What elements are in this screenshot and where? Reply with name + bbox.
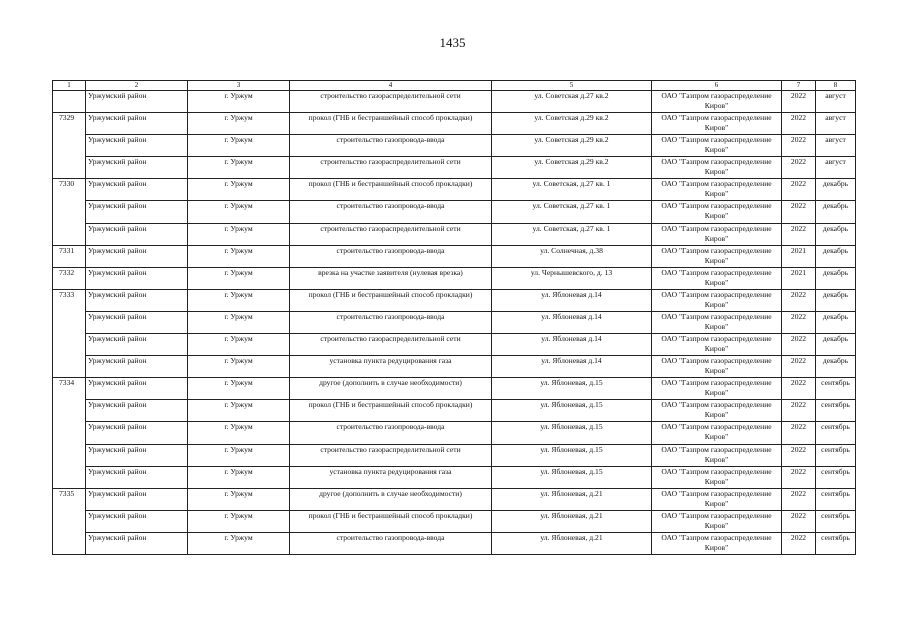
organization-cell: ОАО "Газпром газораспределение Киров" xyxy=(652,157,782,179)
year-cell: 2022 xyxy=(782,466,816,488)
work-type-cell: прокол (ГНБ и бестраншейный способ прокладки) xyxy=(290,510,492,532)
works-table xyxy=(52,80,856,555)
organization-cell: ОАО "Газпром газораспределение Киров" xyxy=(652,334,782,356)
table-row xyxy=(53,113,856,135)
district-cell: Уржумский район xyxy=(86,91,188,113)
month-cell: декабрь xyxy=(816,245,856,267)
column-number-header: 2 xyxy=(86,81,188,91)
year-cell: 2022 xyxy=(782,311,816,333)
column-number-header: 4 xyxy=(290,81,492,91)
address-cell: ул. Чернышевского, д. 13 xyxy=(492,267,652,289)
work-type-cell: строительство газораспределительной сети xyxy=(290,444,492,466)
address-cell: ул. Солнечная, д.38 xyxy=(492,245,652,267)
year-cell: 2022 xyxy=(782,223,816,245)
town-cell: г. Уржум xyxy=(188,444,290,466)
town-cell: г. Уржум xyxy=(188,245,290,267)
table-row xyxy=(53,311,856,333)
table-row xyxy=(53,157,856,179)
work-type-cell: строительство газопровода-ввода xyxy=(290,245,492,267)
year-cell: 2021 xyxy=(782,245,816,267)
year-cell: 2022 xyxy=(782,510,816,532)
organization-cell: ОАО "Газпром газораспределение Киров" xyxy=(652,378,782,400)
work-type-cell: строительство газопровода-ввода xyxy=(290,135,492,157)
month-cell: сентябрь xyxy=(816,400,856,422)
town-cell: г. Уржум xyxy=(188,113,290,135)
work-type-cell: строительство газораспределительной сети xyxy=(290,157,492,179)
address-cell: ул. Советская д.29 кв.2 xyxy=(492,135,652,157)
town-cell: г. Уржум xyxy=(188,223,290,245)
work-type-cell: строительство газораспределительной сети xyxy=(290,334,492,356)
month-cell: август xyxy=(816,113,856,135)
organization-cell: ОАО "Газпром газораспределение Киров" xyxy=(652,113,782,135)
month-cell: декабрь xyxy=(816,289,856,311)
address-cell: ул. Советская, д.27 кв. 1 xyxy=(492,223,652,245)
organization-cell: ОАО "Газпром газораспределение Киров" xyxy=(652,267,782,289)
month-cell: декабрь xyxy=(816,223,856,245)
column-number-header: 6 xyxy=(652,81,782,91)
month-cell: декабрь xyxy=(816,334,856,356)
month-cell: декабрь xyxy=(816,267,856,289)
town-cell: г. Уржум xyxy=(188,400,290,422)
work-type-cell: строительство газораспределительной сети xyxy=(290,91,492,113)
table-row xyxy=(53,378,856,400)
month-cell: сентябрь xyxy=(816,532,856,554)
organization-cell: ОАО "Газпром газораспределение Киров" xyxy=(652,444,782,466)
town-cell: г. Уржум xyxy=(188,532,290,554)
table-row xyxy=(53,179,856,201)
district-cell: Уржумский район xyxy=(86,334,188,356)
organization-cell: ОАО "Газпром газораспределение Киров" xyxy=(652,289,782,311)
month-cell: декабрь xyxy=(816,311,856,333)
year-cell: 2022 xyxy=(782,113,816,135)
organization-cell: ОАО "Газпром газораспределение Киров" xyxy=(652,135,782,157)
column-number-header: 7 xyxy=(782,81,816,91)
town-cell: г. Уржум xyxy=(188,488,290,510)
town-cell: г. Уржум xyxy=(188,356,290,378)
record-number-cell: 7335 xyxy=(53,488,86,554)
district-cell: Уржумский район xyxy=(86,223,188,245)
organization-cell: ОАО "Газпром газораспределение Киров" xyxy=(652,466,782,488)
year-cell: 2022 xyxy=(782,157,816,179)
organization-cell: ОАО "Газпром газораспределение Киров" xyxy=(652,201,782,223)
district-cell: Уржумский район xyxy=(86,488,188,510)
work-type-cell: установка пункта редуцирования газа xyxy=(290,356,492,378)
work-type-cell: прокол (ГНБ и бестраншейный способ прокладки) xyxy=(290,289,492,311)
district-cell: Уржумский район xyxy=(86,378,188,400)
record-number-cell: 7332 xyxy=(53,267,86,289)
organization-cell: ОАО "Газпром газораспределение Киров" xyxy=(652,400,782,422)
address-cell: ул. Яблоневая, д.21 xyxy=(492,510,652,532)
month-cell: сентябрь xyxy=(816,510,856,532)
year-cell: 2022 xyxy=(782,444,816,466)
work-type-cell: установка пункта редуцирования газа xyxy=(290,466,492,488)
town-cell: г. Уржум xyxy=(188,91,290,113)
district-cell: Уржумский район xyxy=(86,113,188,135)
table-body xyxy=(53,91,856,555)
table-row xyxy=(53,245,856,267)
column-number-header: 1 xyxy=(53,81,86,91)
organization-cell: ОАО "Газпром газораспределение Киров" xyxy=(652,179,782,201)
district-cell: Уржумский район xyxy=(86,245,188,267)
record-number-cell: 7329 xyxy=(53,113,86,179)
year-cell: 2022 xyxy=(782,289,816,311)
address-cell: ул. Советская д.29 кв.2 xyxy=(492,157,652,179)
address-cell: ул. Яблоневая д.14 xyxy=(492,334,652,356)
table-row xyxy=(53,422,856,444)
address-cell: ул. Яблоневая, д.15 xyxy=(492,422,652,444)
organization-cell: ОАО "Газпром газораспределение Киров" xyxy=(652,510,782,532)
organization-cell: ОАО "Газпром газораспределение Киров" xyxy=(652,488,782,510)
district-cell: Уржумский район xyxy=(86,267,188,289)
town-cell: г. Уржум xyxy=(188,334,290,356)
address-cell: ул. Яблоневая, д.15 xyxy=(492,466,652,488)
column-number-header: 8 xyxy=(816,81,856,91)
year-cell: 2022 xyxy=(782,91,816,113)
year-cell: 2022 xyxy=(782,532,816,554)
town-cell: г. Уржум xyxy=(188,135,290,157)
district-cell: Уржумский район xyxy=(86,201,188,223)
town-cell: г. Уржум xyxy=(188,311,290,333)
district-cell: Уржумский район xyxy=(86,466,188,488)
district-cell: Уржумский район xyxy=(86,311,188,333)
table-row xyxy=(53,466,856,488)
year-cell: 2022 xyxy=(782,135,816,157)
month-cell: сентябрь xyxy=(816,378,856,400)
address-cell: ул. Яблоневая, д.21 xyxy=(492,532,652,554)
work-type-cell: прокол (ГНБ и бестраншейный способ прокладки) xyxy=(290,179,492,201)
record-number-cell xyxy=(53,91,86,113)
table-row xyxy=(53,488,856,510)
work-type-cell: прокол (ГНБ и бестраншейный способ прокладки) xyxy=(290,113,492,135)
town-cell: г. Уржум xyxy=(188,378,290,400)
work-type-cell: врезка на участке заявителя (нулевая врезка) xyxy=(290,267,492,289)
table-row xyxy=(53,334,856,356)
district-cell: Уржумский район xyxy=(86,444,188,466)
year-cell: 2022 xyxy=(782,334,816,356)
town-cell: г. Уржум xyxy=(188,466,290,488)
column-number-row xyxy=(53,81,856,91)
year-cell: 2022 xyxy=(782,488,816,510)
record-number-cell: 7330 xyxy=(53,179,86,245)
organization-cell: ОАО "Газпром газораспределение Киров" xyxy=(652,356,782,378)
work-type-cell: другое (дополнить в случае необходимости) xyxy=(290,488,492,510)
district-cell: Уржумский район xyxy=(86,422,188,444)
month-cell: сентябрь xyxy=(816,488,856,510)
table-row xyxy=(53,510,856,532)
table-row xyxy=(53,400,856,422)
town-cell: г. Уржум xyxy=(188,510,290,532)
address-cell: ул. Советская, д.27 кв. 1 xyxy=(492,201,652,223)
district-cell: Уржумский район xyxy=(86,135,188,157)
table-row xyxy=(53,91,856,113)
table-row xyxy=(53,356,856,378)
year-cell: 2022 xyxy=(782,422,816,444)
table-row xyxy=(53,444,856,466)
month-cell: сентябрь xyxy=(816,422,856,444)
table-row xyxy=(53,289,856,311)
month-cell: август xyxy=(816,135,856,157)
town-cell: г. Уржум xyxy=(188,267,290,289)
address-cell: ул. Яблоневая д.14 xyxy=(492,289,652,311)
year-cell: 2021 xyxy=(782,267,816,289)
year-cell: 2022 xyxy=(782,179,816,201)
record-number-cell: 7334 xyxy=(53,378,86,488)
organization-cell: ОАО "Газпром газораспределение Киров" xyxy=(652,532,782,554)
organization-cell: ОАО "Газпром газораспределение Киров" xyxy=(652,223,782,245)
work-type-cell: строительство газораспределительной сети xyxy=(290,223,492,245)
town-cell: г. Уржум xyxy=(188,157,290,179)
table-row xyxy=(53,223,856,245)
work-type-cell: строительство газопровода-ввода xyxy=(290,422,492,444)
address-cell: ул. Яблоневая, д.21 xyxy=(492,488,652,510)
work-type-cell: прокол (ГНБ и бестраншейный способ прокладки) xyxy=(290,400,492,422)
organization-cell: ОАО "Газпром газораспределение Киров" xyxy=(652,311,782,333)
month-cell: сентябрь xyxy=(816,444,856,466)
month-cell: декабрь xyxy=(816,179,856,201)
work-type-cell: строительство газопровода-ввода xyxy=(290,311,492,333)
column-number-header: 5 xyxy=(492,81,652,91)
district-cell: Уржумский район xyxy=(86,157,188,179)
month-cell: декабрь xyxy=(816,201,856,223)
month-cell: август xyxy=(816,91,856,113)
table-row xyxy=(53,135,856,157)
address-cell: ул. Яблоневая, д.15 xyxy=(492,400,652,422)
organization-cell: ОАО "Газпром газораспределение Киров" xyxy=(652,91,782,113)
month-cell: декабрь xyxy=(816,356,856,378)
month-cell: сентябрь xyxy=(816,466,856,488)
year-cell: 2022 xyxy=(782,378,816,400)
organization-cell: ОАО "Газпром газораспределение Киров" xyxy=(652,245,782,267)
record-number-cell: 7331 xyxy=(53,245,86,267)
work-type-cell: строительство газопровода-ввода xyxy=(290,532,492,554)
year-cell: 2022 xyxy=(782,356,816,378)
district-cell: Уржумский район xyxy=(86,289,188,311)
page-number: 1435 xyxy=(439,35,466,50)
work-type-cell: другое (дополнить в случае необходимости) xyxy=(290,378,492,400)
district-cell: Уржумский район xyxy=(86,400,188,422)
address-cell: ул. Советская д.29 кв.2 xyxy=(492,113,652,135)
table-row xyxy=(53,201,856,223)
address-cell: ул. Яблоневая, д.15 xyxy=(492,378,652,400)
column-number-header: 3 xyxy=(188,81,290,91)
record-number-cell: 7333 xyxy=(53,289,86,377)
town-cell: г. Уржум xyxy=(188,179,290,201)
address-cell: ул. Советская д.27 кв.2 xyxy=(492,91,652,113)
town-cell: г. Уржум xyxy=(188,289,290,311)
year-cell: 2022 xyxy=(782,201,816,223)
address-cell: ул. Яблоневая д.14 xyxy=(492,356,652,378)
table-row xyxy=(53,532,856,554)
organization-cell: ОАО "Газпром газораспределение Киров" xyxy=(652,422,782,444)
address-cell: ул. Советская, д.27 кв. 1 xyxy=(492,179,652,201)
address-cell: ул. Яблоневая, д.15 xyxy=(492,444,652,466)
town-cell: г. Уржум xyxy=(188,201,290,223)
table-row xyxy=(53,267,856,289)
month-cell: август xyxy=(816,157,856,179)
year-cell: 2022 xyxy=(782,400,816,422)
district-cell: Уржумский район xyxy=(86,356,188,378)
town-cell: г. Уржум xyxy=(188,422,290,444)
address-cell: ул. Яблоневая д.14 xyxy=(492,311,652,333)
work-type-cell: строительство газопровода-ввода xyxy=(290,201,492,223)
district-cell: Уржумский район xyxy=(86,532,188,554)
district-cell: Уржумский район xyxy=(86,510,188,532)
district-cell: Уржумский район xyxy=(86,179,188,201)
